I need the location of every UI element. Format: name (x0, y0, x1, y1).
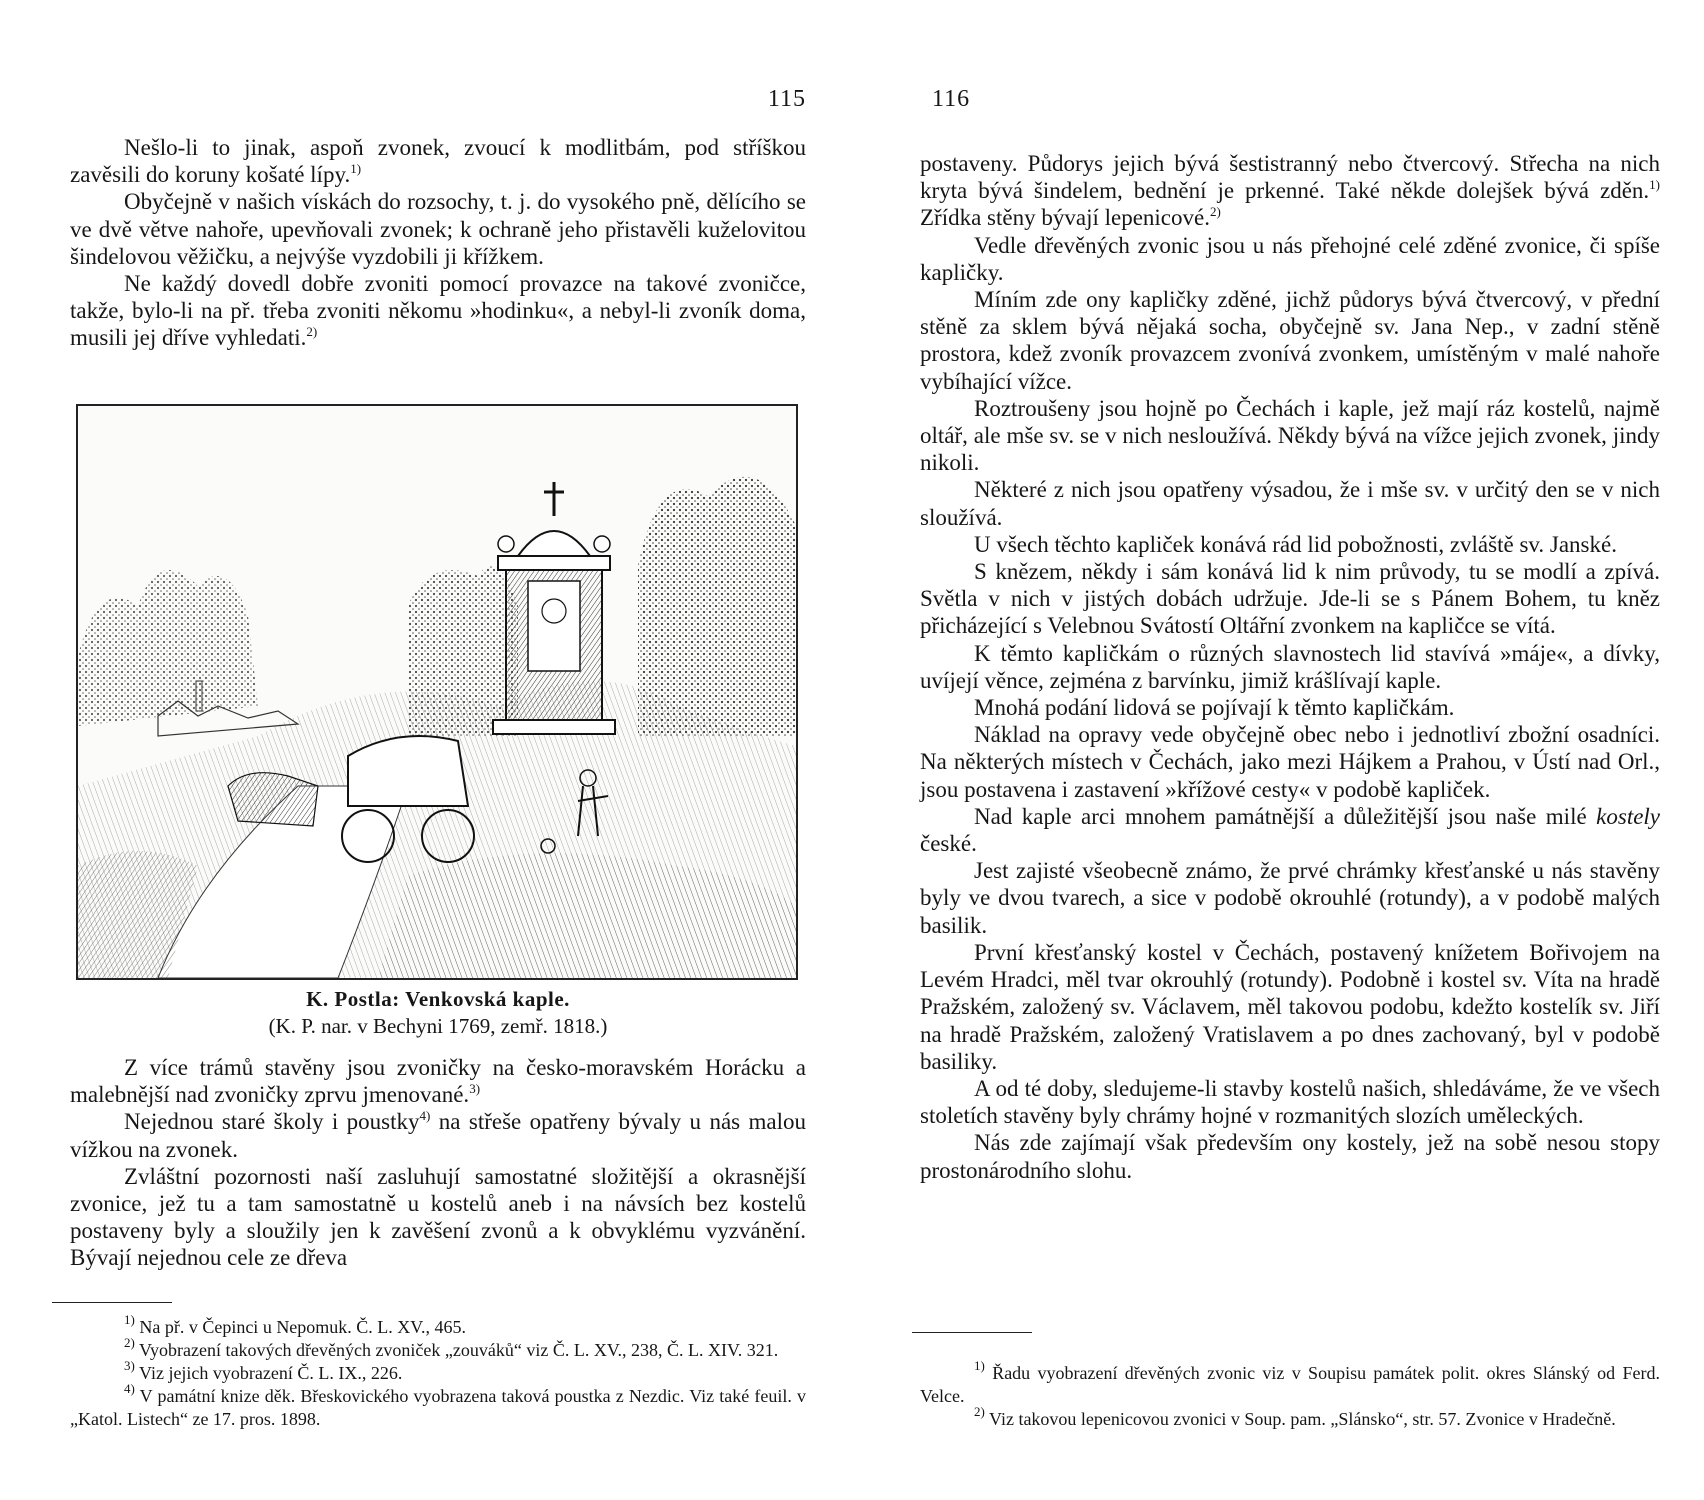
paragraph: Vedle dřevěných zvonic jsou u nás přehojné celé zděné zvonice, či spíše kapličky. (920, 232, 1660, 285)
footnote-divider (912, 1332, 1032, 1333)
paragraph: S knězem, někdy i sám konává lid k nim průvody, tu se modlí a zpívá. Světla v nich v jistých dobách udržuje. Jde-li se s Pánem Bohem, tu kněz přicházející s Velebnou Svátostí Oltářní zvonkem na kapličce se vítá. (920, 559, 1660, 639)
footnote-divider (52, 1302, 172, 1303)
footnote: $^{2)}$ Viz takovou lepenicovou zvonici v Soup. pam. „Slánsko“, str. 57. Zvonice v Hradečně. (974, 1404, 1616, 1429)
paragraph: Zvláštní pozornosti naší zasluhují samostatné složitější a okrasnější zvonice, jež tu a tam samostatně u kostelů aneb i na návsích bez kostelů postaveny byly a sloužily jen k zavěšení zvonů a k obvyklému vyzvánění. Bývají nejednou cele ze dřeva (70, 1163, 806, 1271)
paragraph: Nešlo-li to jinak, aspoň zvonek, zvoucí k modlitbám, pod stříškou zavěsili do koruny košaté lípy.$^{1)}$ (70, 135, 806, 188)
footnote: $^{1)}$ Na př. v Čepinci u Nepomuk. Č. L. XV., 465. (124, 1312, 466, 1337)
footnote-ref: 1) (1649, 177, 1660, 193)
chapel-drawing (493, 482, 615, 734)
page-number: 116 (932, 86, 971, 112)
paragraph: Obyčejně v našich vískách do rozsochy, t. j. do vysokého pně, dělícího se ve dvě větve nahoře, upevňovali zvonek; k ochraně jeho přistavěli kuželovitou šindelovou věžičku, a nejvýše vyzdobili ji křížkem. (70, 189, 806, 269)
caption-subtitle: (K. P. nar. v Bechyni 1769, zemř. 1818.) (268, 1014, 608, 1038)
paragraph: Jest zajisté všeobecně známo, že prvé chrámky křesťanské u nás stavěny byly ve dvou tvarech, a sice v podobě okrouhlé (rotundy), a v podobě malých basilik. (920, 858, 1660, 938)
text-block-bottom (70, 1054, 806, 1272)
figure-caption (70, 986, 806, 1040)
page-116 (920, 0, 1660, 1500)
footnote: $^{4)}$ V památní knize děk. Břeskovického vyobrazena taková poustka z Nezdic. Viz také feuil. v „Katol. Listech“ ze 17. pros. 1898. (70, 1381, 806, 1429)
paragraph: Některé z nich jsou opatřeny výsadou, že i mše sv. v určitý den se v nich sloužívá. (920, 477, 1660, 530)
paragraph: První křesťanský kostel v Čechách, postavený knížetem Bořivojem na Levém Hradci, měl tvar okrouhlý (rotundy). Podobně i kostel sv. Víta na hradě Pražském, založený sv. Václavem, měl takovou podobu, kdežto kostelík sv. Jiří na hradě Pražském, založený Vratislavem a po dnes zachovaný, byl v podobě basiliky. (920, 939, 1660, 1074)
page-115 (70, 0, 806, 1500)
paragraph: Nás zde zajímají však především ony kostely, jež na sobě nesou stopy prostonárodního slohu. (920, 1130, 1660, 1183)
footnote-ref: 2) (306, 324, 318, 340)
footnote-ref: 4) (419, 1108, 431, 1124)
footnote-ref: 3) (469, 1081, 481, 1097)
text-block (920, 150, 1660, 1184)
paragraph: Náklad na opravy vede obyčejně obec nebo i jednotliví zbožní osadníci. Na některých místech v Čechách, jako mezi Hájkem a Prahou, v Ústí nad Orl., jsou postavena i zastavení »křížové cesty« v podobě kapliček. (920, 722, 1660, 802)
footnotes (70, 1312, 806, 1431)
footnote: $^{1)}$ Řadu vyobrazení dřevěných zvonic viz v Soupisu památek polit. okres Slánský od Ferd. Velce. (920, 1358, 1661, 1406)
paragraph: Roztroušeny jsou hojně po Čechách i kaple, jež mají ráz kostelů, najmě oltář, ale mše sv. se v nich nesloužívá. Někdy bývá na vížce jejich zvonek, jindy nikoli. (920, 395, 1660, 476)
paragraph: A od té doby, sledujeme-li stavby kostelů našich, shledáváme, že ve všech stoletích stavěny byly chrámy hojné v rozmanitých slozích uměleckých. (920, 1075, 1660, 1129)
paragraph: Z více trámů stavěny jsou zvoničky na česko-moravském Horácku a malebnější nad zvoničky zprvu jmenované.$^{3)}$ (70, 1055, 806, 1108)
paragraph: K těmto kapličkám o různých slavnostech lid stavívá »máje«, a dívky, uvíjejí věnce, zejména z barvínku, jimiž krášlívají kaple. (920, 640, 1660, 693)
paragraph: U všech těchto kapliček konává rád lid pobožnosti, zvláště sv. Janské. (974, 531, 1617, 557)
illustration-chapel (76, 404, 798, 980)
chapel-engraving-image (78, 406, 796, 978)
paragraph: Mnohá podání lidová se pojívají k těmto kapličkám. (974, 695, 1455, 721)
caption-title: K. Postla: Venkovská kaple. (306, 987, 570, 1011)
footnote: $^{3)}$ Viz jejich vyobrazení Č. L. IX., 226. (124, 1358, 403, 1383)
paragraph: Míním zde ony kapličky zděné, jichž půdorys bývá čtvercový, v přední stěně za sklem bývá nějaká socha, obyčejně sv. Jana Nep., v zadní stěně prostora, kdež zvoník provazcem zvonívá zvonkem, umístěným v malé nahoře vybíhající vížce. (920, 287, 1660, 394)
paragraph: Ne každý dovedl dobře zvoniti pomocí provazce na takové zvoničce, takže, bylo-li na př. třeba zvoniti někomu »hodinku«, a nebyl-li zvoník doma, musili jej dříve vyhledati.$^{2)}$ (70, 271, 806, 351)
text-block-top (70, 134, 806, 352)
footnote-ref: 1) (350, 161, 362, 177)
paragraph: Nad kaple arci mnohem památnější a důležitější jsou naše milé kostely české. (920, 803, 1661, 857)
paragraph: postaveny. Půdorys jejich bývá šestistranný nebo čtvercový. Střecha na nich kryta bývá šindelem, bednění je prkenné. Také někde dolejšek bývá zděn.$^{1)}$ Zřídka stěny bývají lepenicové.$^{2)}$ (920, 151, 1660, 231)
page-number: 115 (767, 86, 806, 112)
emphasis: kostely (1596, 803, 1661, 829)
footnote-ref: 2) (1209, 204, 1221, 220)
footnotes (920, 1358, 1661, 1431)
paragraph: Nejednou staré školy i poustky$^{4)}$ na střeše opatřeny bývaly u nás malou vížkou na zvonek. (70, 1108, 806, 1162)
footnote: $^{2)}$ Vyobrazení takových dřevěných zvoniček „zouváků“ viz Č. L. XV., 238, Č. L. XIV. 321. (124, 1335, 779, 1360)
